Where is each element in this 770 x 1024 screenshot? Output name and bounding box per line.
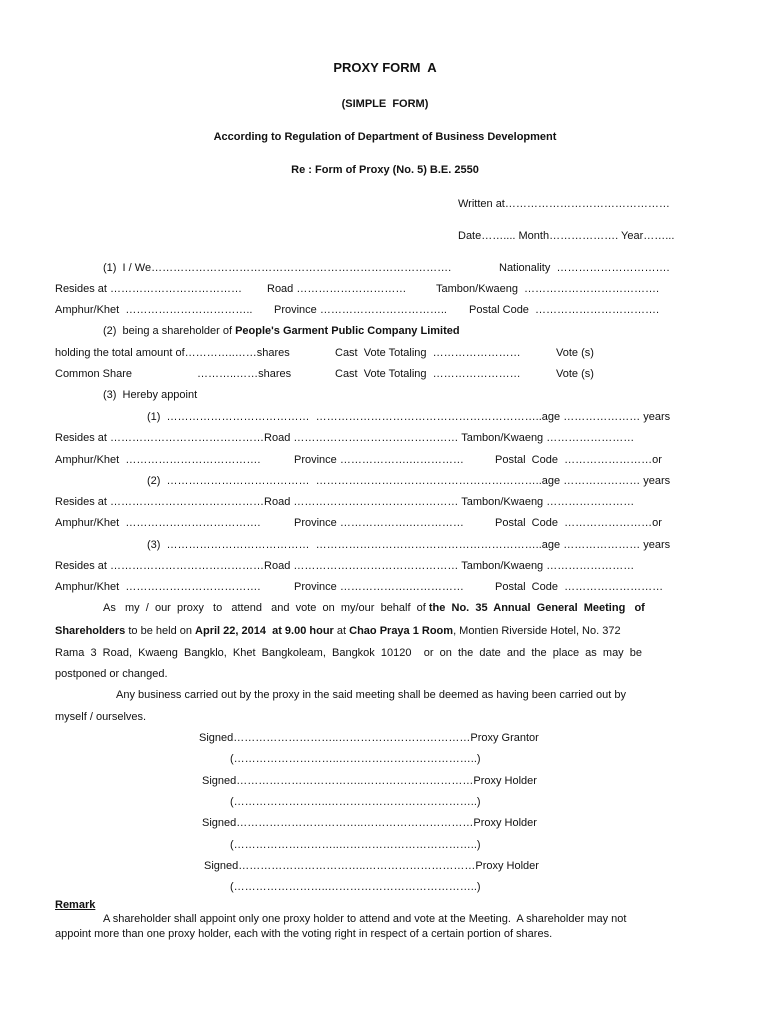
regulation-line: According to Regulation of Department of Business Development <box>213 131 557 143</box>
meeting-paragraph-line1 <box>103 602 645 615</box>
remark-line2: appoint more than one proxy holder, each with the voting right in respect of a certain portion of shares. <box>55 928 553 940</box>
meeting-name: the No. 35 Annual General Meeting of <box>428 602 645 614</box>
proxy2-province-field[interactable]: Province ……………….…………… <box>294 517 464 529</box>
meeting-datetime: April 22, 2014 at 9.00 hour <box>195 625 334 637</box>
proxy1-amphur-field[interactable]: Amphur/Khet ………………………………. <box>55 454 261 466</box>
common-votes-field[interactable]: Cast Vote Totaling …………………… <box>335 368 521 380</box>
common-shares-field[interactable]: ………..……shares <box>197 368 292 380</box>
signature-proxy-holder-1[interactable]: Signed……………………………..…………………………Proxy Holder <box>202 775 537 787</box>
remark-line1: A shareholder shall appoint only one proxy holder to attend and vote at the Meeting. A shareholder may not <box>103 913 627 925</box>
grantor-resides-field[interactable]: Resides at ……………………………… <box>55 283 243 295</box>
meeting-at-text: at <box>333 625 350 637</box>
signature-proxy-holder-1-name[interactable]: (……………………..…………………………………..) <box>230 796 481 808</box>
form-title: PROXY FORM A <box>333 60 437 75</box>
proxy1-postal-field[interactable]: Postal Code ……………………or <box>495 454 662 466</box>
form-subtitle: (SIMPLE FORM) <box>341 98 429 110</box>
proxy2-name-field[interactable]: (2) ………………………………… ……………………………………………………..age ………………… years <box>147 475 671 487</box>
signature-proxy-holder-3-name[interactable]: (……………………..…………………………………..) <box>230 881 481 893</box>
shareholders-word: Shareholders <box>55 625 126 637</box>
hereby-appoint-label: (3) Hereby appoint <box>103 389 198 401</box>
proxy3-postal-field[interactable]: Postal Code ……………………… <box>495 581 664 593</box>
signature-proxy-grantor-name[interactable]: (………………………..………………………………..) <box>230 753 481 765</box>
meeting-paragraph-line4: postponed or changed. <box>55 668 168 680</box>
business-paragraph-line2: myself / ourselves. <box>55 711 147 723</box>
proxy3-amphur-field[interactable]: Amphur/Khet ………………………………. <box>55 581 261 593</box>
shareholder-line-label <box>103 325 460 338</box>
proxy3-name-field[interactable]: (3) ………………………………… ……………………………………………………..age ………………… years <box>147 539 671 551</box>
proxy1-address-field[interactable]: Resides at ……………………………………Road ……………………………………… Tambon/Kwaeng …………………… <box>55 432 635 444</box>
meeting-venue: , Montien Riverside Hotel, No. 372 <box>453 625 621 637</box>
total-shares-field[interactable]: holding the total amount of…………..……shares <box>55 347 290 359</box>
grantor-province-field[interactable]: Province …………………………….. <box>274 304 447 316</box>
total-votes-unit: Vote (s) <box>556 347 594 359</box>
common-votes-unit: Vote (s) <box>556 368 594 380</box>
meeting-paragraph-line3: Rama 3 Road, Kwaeng Bangklo, Khet Bangkoleam, Bangkok 10120 or on the date and the place as may be <box>55 647 643 659</box>
grantor-amphur-field[interactable]: Amphur/Khet …………………………….. <box>55 304 253 316</box>
signature-proxy-holder-3[interactable]: Signed……………………………..…………………………Proxy Holder <box>204 860 539 872</box>
company-name: People's Garment Public Company Limited <box>235 325 460 337</box>
signature-proxy-holder-2-name[interactable]: (………………………..………………………………..) <box>230 839 481 851</box>
proxy3-province-field[interactable]: Province ……………….…………… <box>294 581 464 593</box>
written-at-field[interactable]: Written at……………………………………… <box>458 198 670 210</box>
remark-heading: Remark <box>55 899 96 911</box>
total-votes-field[interactable]: Cast Vote Totaling …………………… <box>335 347 521 359</box>
meeting-paragraph-line2 <box>55 625 621 638</box>
signature-proxy-grantor[interactable]: Signed………………………..………………………………Proxy Grantor <box>199 732 539 744</box>
business-paragraph-line1: Any business carried out by the proxy in the said meeting shall be deemed as having been carried out by <box>116 689 626 701</box>
grantor-name-field[interactable]: (1) I / We………………………………………………………………………. <box>103 262 452 274</box>
meeting-text-a: As my / our proxy to attend and vote on my/our behalf of <box>103 602 429 614</box>
grantor-tambon-field[interactable]: Tambon/Kwaeng ………………………………. <box>436 283 660 295</box>
proxy2-postal-field[interactable]: Postal Code ……………………or <box>495 517 662 529</box>
reference-line: Re : Form of Proxy (No. 5) B.E. 2550 <box>291 164 479 176</box>
grantor-road-field[interactable]: Road ………………………… <box>267 283 407 295</box>
shareholder-prefix: (2) being a shareholder of <box>103 325 236 337</box>
common-share-label: Common Share <box>55 368 133 380</box>
nationality-field[interactable]: Nationality …………………………. <box>499 262 670 274</box>
meeting-room: Chao Praya 1 Room <box>349 625 454 637</box>
meeting-held-text: to be held on <box>125 625 196 637</box>
proxy3-address-field[interactable]: Resides at ……………………………………Road ……………………………………… Tambon/Kwaeng …………………… <box>55 560 635 572</box>
grantor-postal-field[interactable]: Postal Code ……………………………. <box>469 304 660 316</box>
date-field[interactable]: Date…….... Month………………. Year……... <box>458 230 675 242</box>
proxy2-amphur-field[interactable]: Amphur/Khet ………………………………. <box>55 517 261 529</box>
signature-proxy-holder-2[interactable]: Signed……………………………..…………………………Proxy Holder <box>202 817 537 829</box>
proxy1-province-field[interactable]: Province ……………….…………… <box>294 454 464 466</box>
proxy1-name-field[interactable]: (1) ………………………………… ……………………………………………………..age ………………… years <box>147 411 671 423</box>
proxy2-address-field[interactable]: Resides at ……………………………………Road ……………………………………… Tambon/Kwaeng …………………… <box>55 496 635 508</box>
